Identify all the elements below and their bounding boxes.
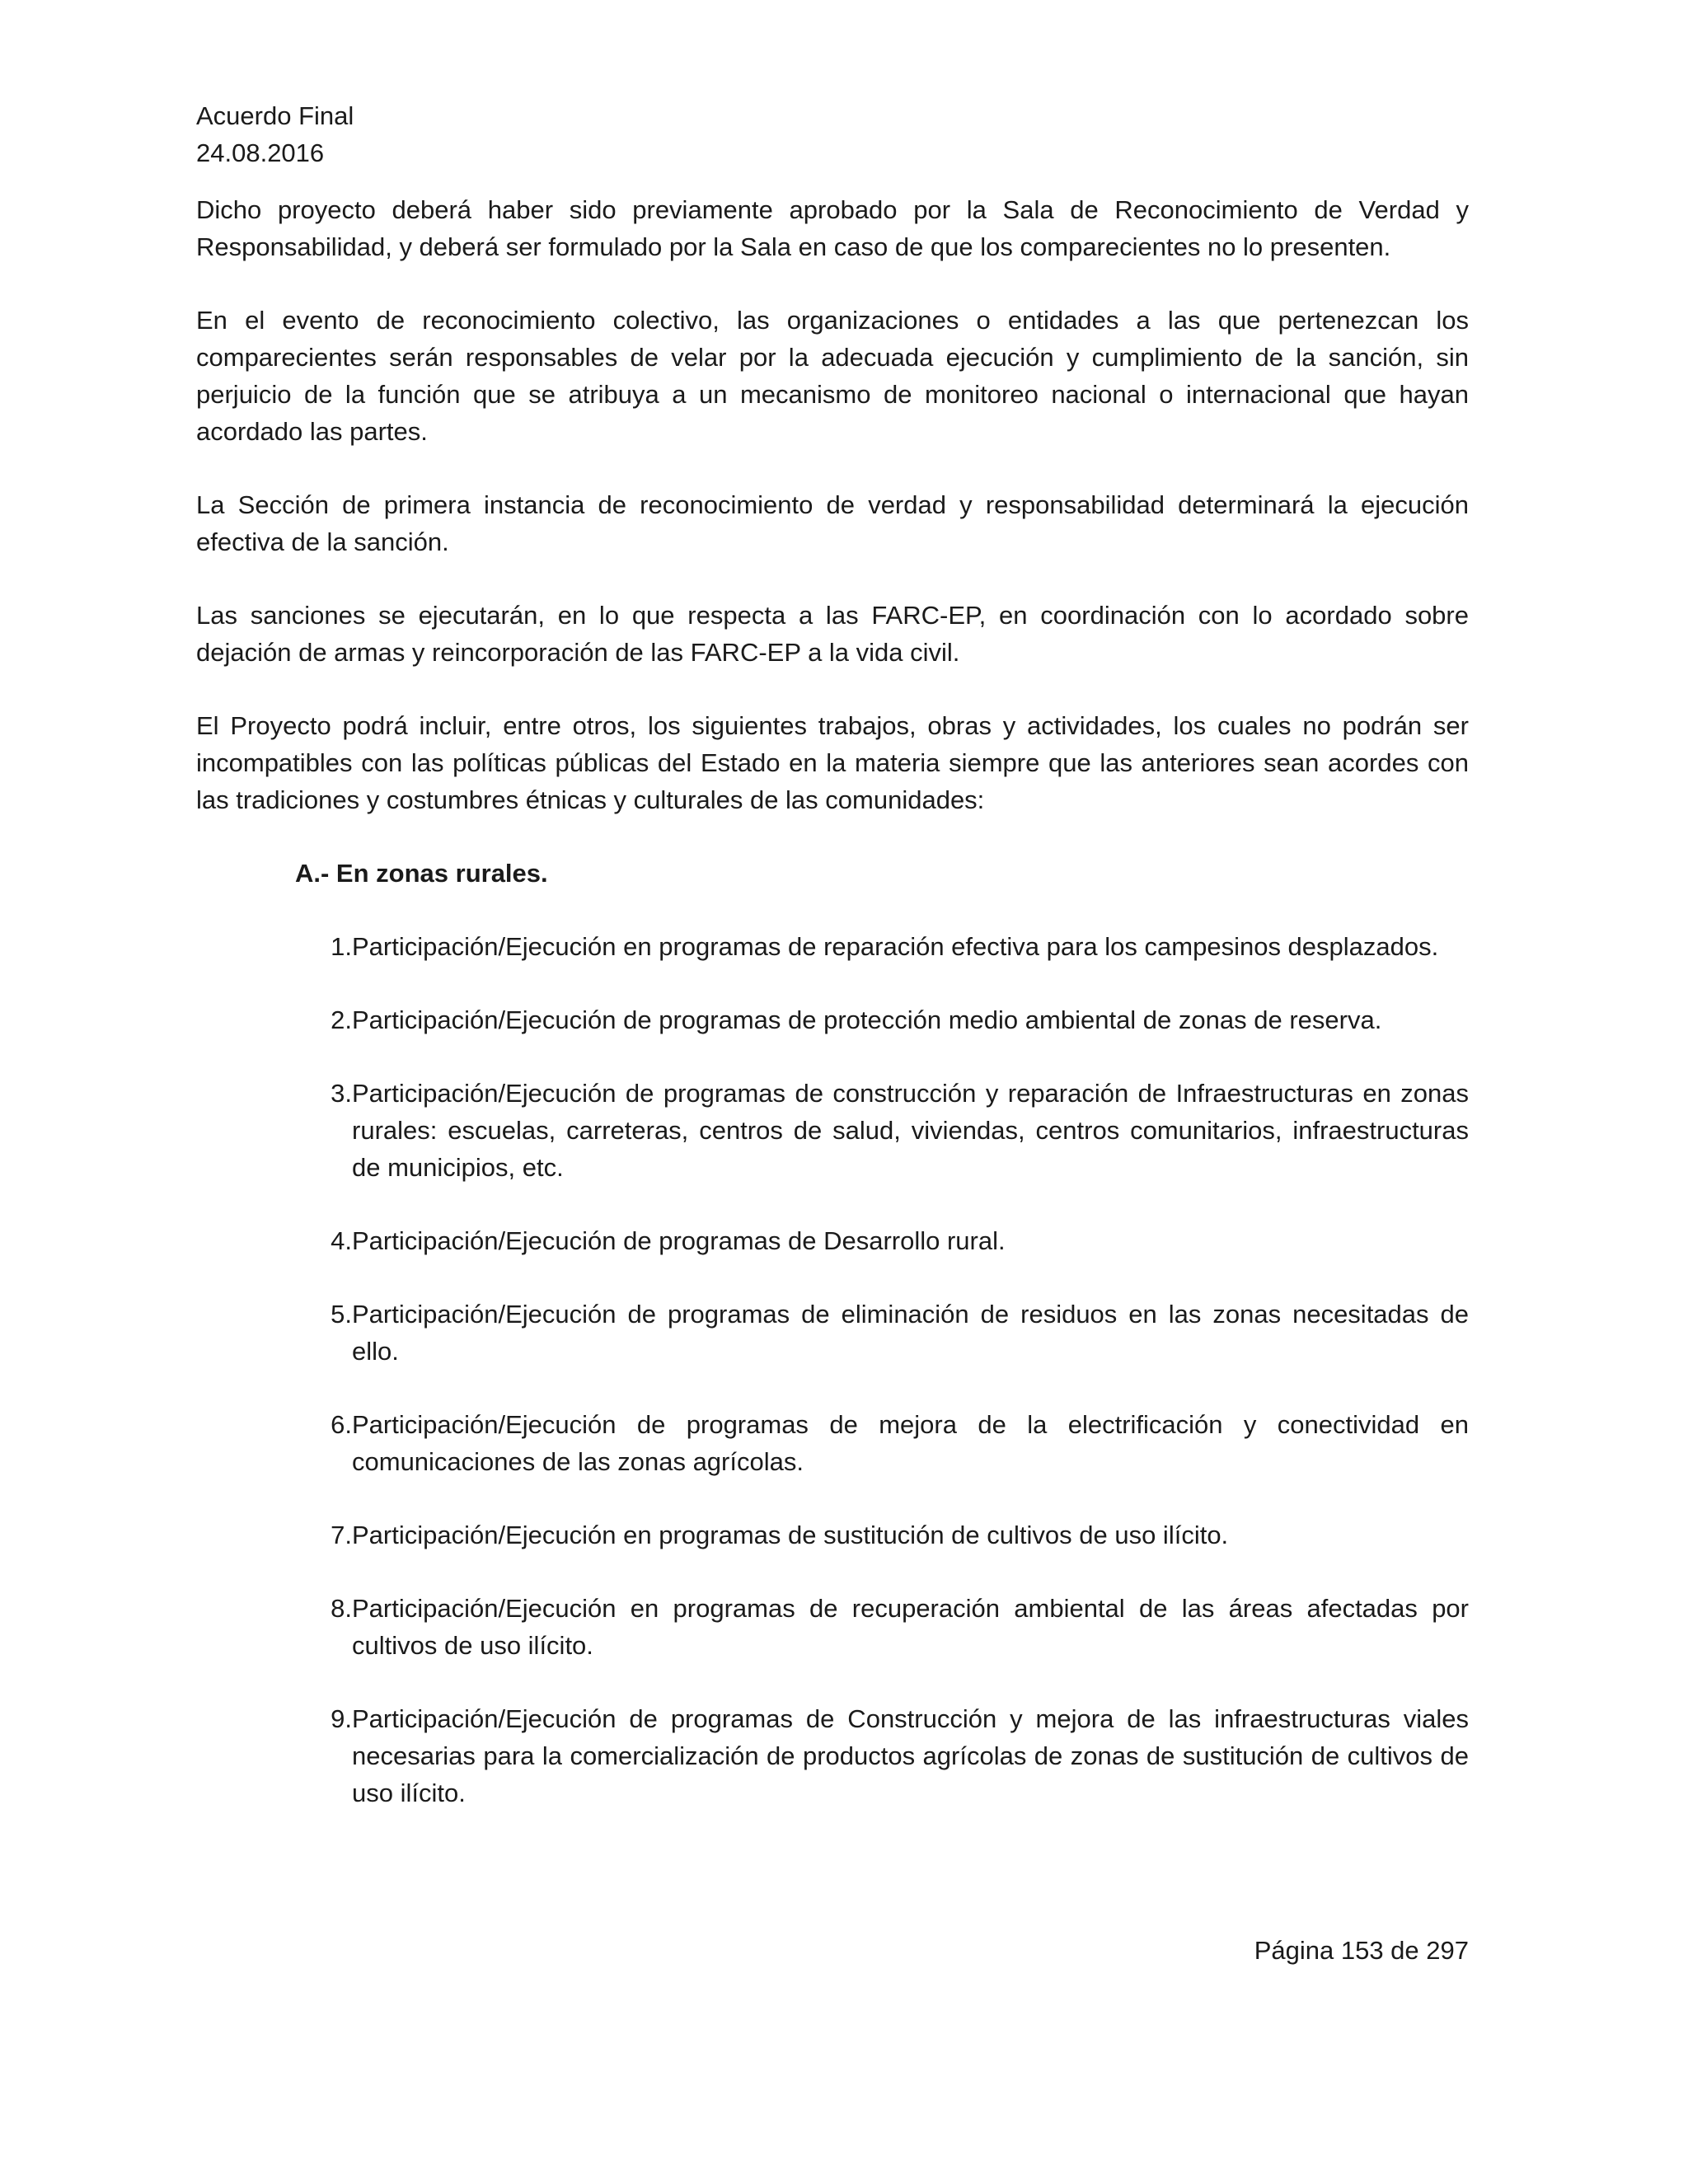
paragraph: Las sanciones se ejecutarán, en lo que respecta a las FARC-EP, en coordinación con lo acordado sobre dejación de armas y reincorporación de las FARC-EP a la vida civil. [196,601,1469,667]
numbered-list [196,928,1469,1811]
list-item-text: Participación/Ejecución en programas de recuperación ambiental de las áreas afectadas por cultivos de uso ilícito. [352,1594,1469,1660]
document-header [196,97,1469,171]
list-item-text: Participación/Ejecución de programas de mejora de la electrificación y conectividad en comunicaciones de las zonas agrícolas. [352,1410,1469,1476]
list-item-text: Participación/Ejecución de programas de eliminación de residuos en las zonas necesitadas de ello. [352,1300,1469,1366]
list-item [295,1075,1469,1186]
list-item [295,1296,1469,1370]
page-number: Página 153 de 297 [1254,1936,1469,1965]
list-item-text: Participación/Ejecución en programas de reparación efectiva para los campesinos desplazados. [352,932,1439,961]
document-title: Acuerdo Final [196,101,354,130]
list-item [295,928,1469,965]
list-item [295,1516,1469,1554]
list-item-number: 9. [331,1704,352,1733]
list-item-number: 7. [331,1521,352,1549]
list-item-text: Participación/Ejecución en programas de sustitución de cultivos de uso ilícito. [352,1521,1229,1549]
list-item-number: 1. [331,932,352,961]
list-item-number: 3. [331,1079,352,1108]
list-item-number: 2. [331,1005,352,1034]
section-heading: A.- En zonas rurales. [295,859,548,888]
list-item [295,1001,1469,1038]
list-item-number: 5. [331,1300,352,1329]
paragraph: La Sección de primera instancia de reconocimiento de verdad y responsabilidad determinará la ejecución efectiva de la sanción. [196,490,1469,556]
list-item-number: 6. [331,1410,352,1439]
paragraph: En el evento de reconocimiento colectivo, las organizaciones o entidades a las que pertenezcan los comparecientes serán responsables de velar por la adecuada ejecución y cumplimiento de la sanción, sin perjuicio de la función que se atribuya a un mecanismo de monitoreo nacional o internacional que hayan acordado las partes. [196,306,1469,446]
list-item [295,1222,1469,1259]
document-date: 24.08.2016 [196,138,325,167]
list-item-number: 8. [331,1594,352,1623]
list-item-text: Participación/Ejecución de programas de protección medio ambiental de zonas de reserva. [352,1005,1382,1034]
list-item-number: 4. [331,1226,352,1255]
list-item-text: Participación/Ejecución de programas de Desarrollo rural. [352,1226,1006,1255]
list-item-text: Participación/Ejecución de programas de Construcción y mejora de las infraestructuras viales necesarias para la comercialización de productos agrícolas de zonas de sustitución de cultivos de uso ilícito. [352,1704,1469,1807]
paragraph: Dicho proyecto deberá haber sido previamente aprobado por la Sala de Reconocimiento de Verdad y Responsabilidad, y deberá ser formulado por la Sala en caso de que los comparecientes no lo presenten. [196,195,1469,261]
list-item-text: Participación/Ejecución de programas de construcción y reparación de Infraestructuras en zonas rurales: escuelas, carreteras, centros de salud, viviendas, centros comunitarios, infraestructuras de municipios, etc. [352,1079,1469,1182]
list-item [295,1700,1469,1811]
document-page [196,97,1469,1848]
list-item [295,1590,1469,1664]
list-item [295,1406,1469,1480]
paragraph: El Proyecto podrá incluir, entre otros, los siguientes trabajos, obras y actividades, los cuales no podrán ser incompatibles con las políticas públicas del Estado en la materia siempre que las anteriores sean acordes con las tradiciones y costumbres étnicas y culturales de las comunidades: [196,711,1469,814]
